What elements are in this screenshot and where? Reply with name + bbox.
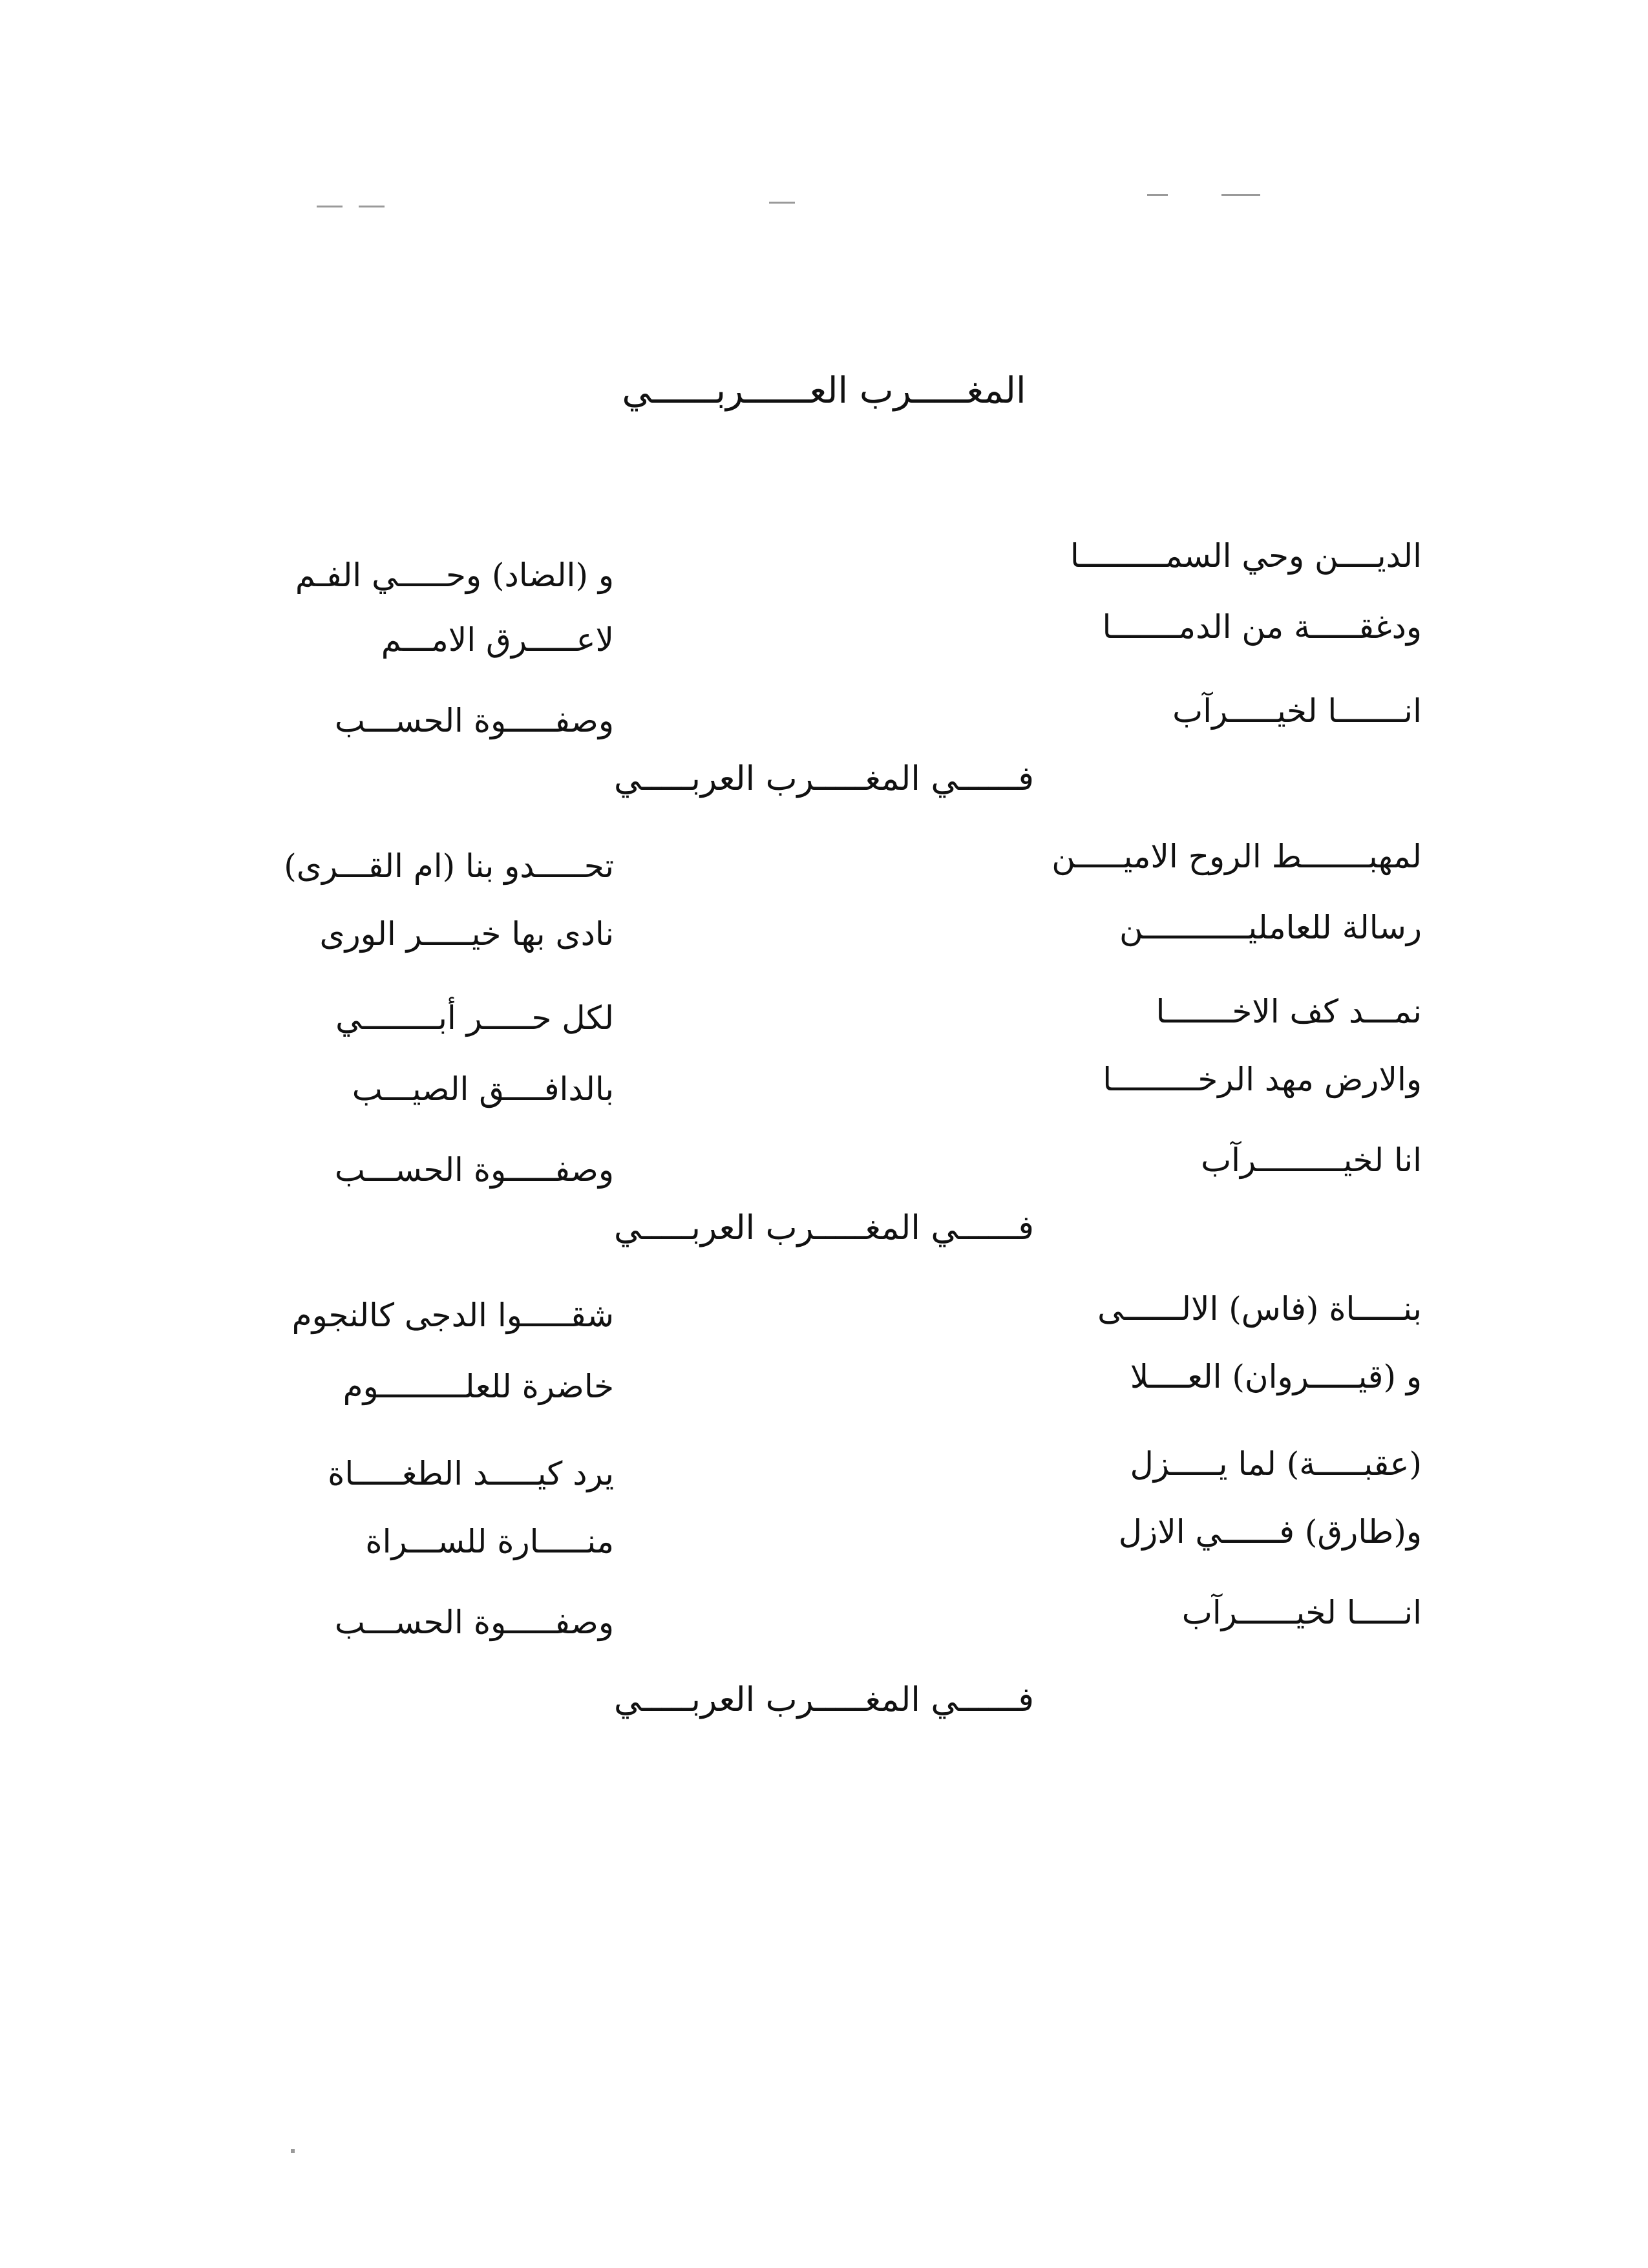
verse-left: شقـــــوا الدجى كالنجوم [291, 1297, 614, 1334]
verse-right: بنـــــاة (فاس) الالــــــى [1097, 1290, 1422, 1328]
verse-right: ودغقـــــة من الدمـــــــا [1102, 608, 1422, 646]
verse-right: الديــــن وحي السمـــــــــا [1070, 537, 1422, 575]
scan-artifact [317, 206, 343, 207]
verse-right: انـــــــا لخيـــــرآب [1172, 692, 1422, 730]
verse-left: تحـــــدو بنا (ام القـــرى) [284, 847, 614, 885]
verse-right: و (قيـــــروان) العــــلا [1130, 1358, 1422, 1395]
verse-left: و (الضاد) وحـــــي الفـم [295, 556, 614, 594]
verse-right: لمهبـــــــط الروح الاميـــــن [1051, 838, 1422, 875]
poem-title: المغـــــرب العــــــربــــــي [622, 370, 1026, 412]
verse-left: يرد كيـــــد الطغـــــاة [328, 1455, 614, 1492]
verse-right: والارض مهد الرخـــــــــا [1103, 1061, 1422, 1098]
refrain: فــــــي المغـــــرب العربـــــي [614, 759, 1034, 798]
refrain: فــــــي المغـــــرب العربـــــي [614, 1209, 1034, 1247]
scan-artifact [769, 202, 795, 204]
verse-left: وصفـــــوة الحســـب [334, 1604, 614, 1641]
verse-left: خاضرة للعلـــــــــوم [343, 1368, 614, 1405]
verse-right: انـــــا لخيــــــرآب [1181, 1594, 1422, 1631]
verse-left: بالدافــــق الصيـــب [352, 1070, 614, 1108]
verse-right: نمـــد كف الاخـــــــا [1156, 993, 1422, 1030]
verse-right: رسالة للعامليـــــــــــن [1119, 909, 1422, 946]
verse-left: لكل حـــــر أبــــــــي [335, 999, 614, 1037]
verse-left: نادى بها خيـــــر الورى [319, 915, 614, 953]
verse-left: منـــــارة للســـراة [365, 1523, 614, 1560]
verse-left: وصفـــــوة الحســـب [334, 1151, 614, 1189]
verse-left: لاعـــــرق الامـــم [381, 621, 614, 659]
verse-right: و(طارق) فــــــي الازل [1118, 1513, 1422, 1551]
verse-left: وصفـــــوة الحســـب [334, 702, 614, 739]
scan-artifact [291, 2149, 295, 2153]
verse-right: (عقبـــــة) لما يـــــزل [1130, 1445, 1422, 1483]
scan-artifact [359, 206, 385, 207]
scan-artifact [1147, 194, 1168, 196]
scan-artifact [1221, 194, 1260, 196]
verse-right: انا لخيـــــــــرآب [1201, 1141, 1422, 1179]
refrain: فــــــي المغـــــرب العربـــــي [614, 1680, 1034, 1719]
